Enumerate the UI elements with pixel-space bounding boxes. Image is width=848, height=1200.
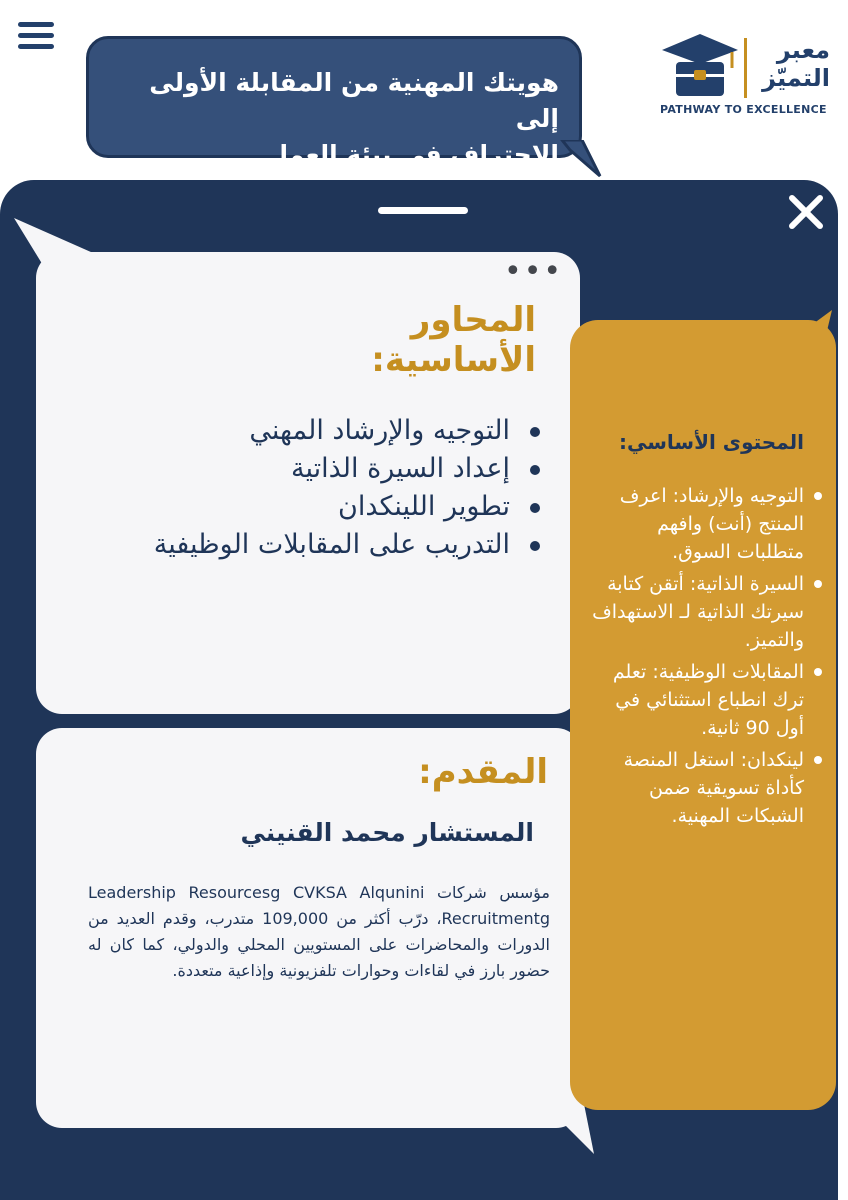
title-line-1: هويتك المهنية من المقابلة الأولى إلى — [149, 68, 559, 133]
logo-tagline: PATHWAY TO EXCELLENCE — [660, 103, 827, 116]
list-item: التدريب على المقابلات الوظيفية — [10, 526, 510, 564]
list-item: لينكدان: استغل المنصة كأداة تسويقية ضمن الشبكات المهنية. — [590, 746, 804, 830]
title-line-2: الاحتراف في بيئة العمل — [266, 140, 559, 169]
list-item: السيرة الذاتية: أتقن كتابة سيرتك الذاتية لـ الاستهداف والتميز. — [590, 570, 804, 654]
presenter-name: المستشار محمد القنيني — [240, 818, 534, 847]
list-item: تطوير اللينكدان — [10, 488, 510, 526]
close-icon[interactable] — [786, 192, 826, 232]
more-dots-icon[interactable]: ••• — [504, 254, 564, 289]
logo-divider — [744, 38, 747, 98]
list-item: المقابلات الوظيفية: تعلم ترك انطباع استثنائي في أول 90 ثانية. — [590, 658, 804, 742]
presenter-bio: مؤسس شركات Leadership Resourcesg CVKSA Alqunini Recruitmentg، درّب أكثر من 109,000 متدرب، وقدم العديد من الدورات والمحاضرات على المستويين المحلي والدولي، كما كان له حضور بارز في لقاءات وحوارات تلفزيونية وإذاعية متعددة. — [88, 883, 551, 980]
logo-text-line-2: التميّز — [762, 64, 830, 92]
list-item: التوجيه والإرشاد المهني — [10, 412, 510, 450]
hamburger-menu-icon[interactable] — [18, 22, 54, 52]
logo-text-line-1: معبر — [776, 36, 830, 64]
title-bubble — [86, 36, 582, 169]
list-item: التوجيه والإرشاد: اعرف المنتج (أنت) وافهم متطلبات السوق. — [590, 482, 804, 566]
axes-heading: المحاور الأساسية: — [371, 300, 536, 380]
drag-handle[interactable] — [378, 207, 468, 214]
list-item: إعداد السيرة الذاتية — [10, 450, 510, 488]
title-bubble-tail — [560, 140, 620, 180]
content-heading: المحتوى الأساسي: — [618, 430, 804, 454]
presenter-heading: المقدم: — [418, 752, 548, 792]
axes-list — [10, 412, 538, 564]
graduation-cap-briefcase-logo — [658, 30, 742, 102]
content-list — [590, 482, 804, 834]
